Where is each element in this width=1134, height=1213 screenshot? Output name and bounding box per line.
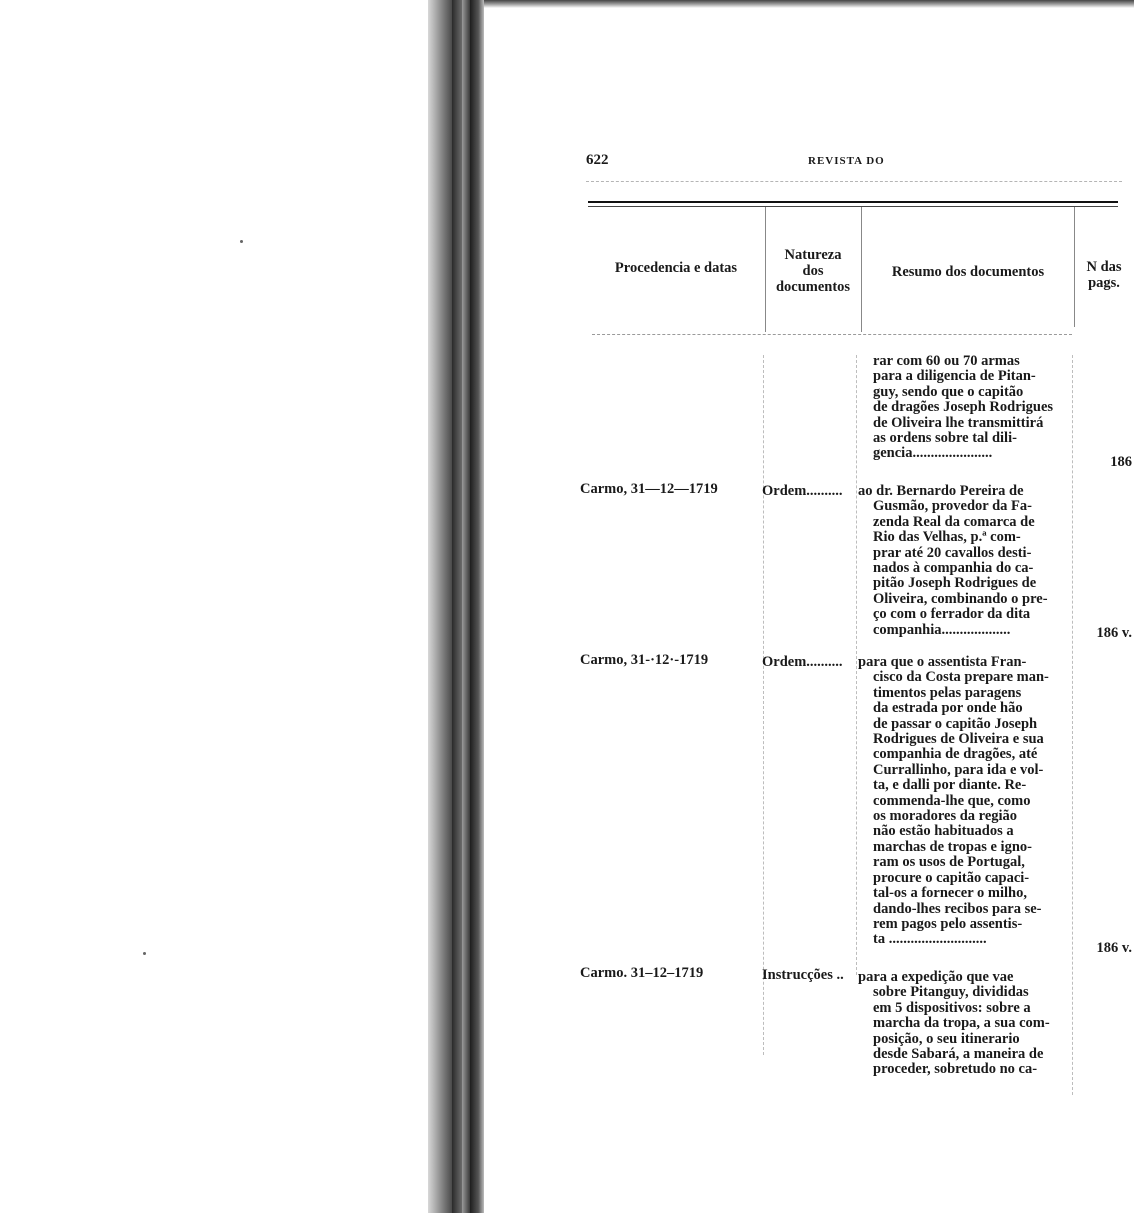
column-divider xyxy=(861,207,862,332)
table-top-rule xyxy=(588,201,1118,203)
running-title: REVISTA DO xyxy=(808,155,885,167)
table-header-rule xyxy=(592,334,1072,335)
row-pages: 186 v. xyxy=(1096,625,1132,641)
column-divider xyxy=(763,355,764,1055)
column-divider xyxy=(1074,207,1075,327)
row-summary: para que o assentista Fran- cisco da Costa prepare man- timentos pelas paragens da estrada por onde hão de passar o capitão Joseph Rodrigues de Oliveira e sua companhia de dragões, até Currallinho, para ida e vol- ta, e dalli por diante. Re- commenda-lhe que, como os moradores da região não estão habituados a marchas de tropas e igno- ram os usos de Portugal, procure o capitão capaci- tal-os a fornecer o milho, dando-lhes recibos para se- rem pagos pelo assentis- ta ........................... xyxy=(858,654,1049,948)
row-pages: 186 xyxy=(1110,454,1132,470)
header-resumo: Resumo dos documentos xyxy=(891,264,1045,280)
row-pages: 186 v. xyxy=(1096,940,1132,956)
header-divider xyxy=(586,181,1122,182)
row-summary: rar com 60 ou 70 armas para a diligencia de Pitan- guy, sendo que o capitão de dragões Joseph Rodrigues de Oliveira lhe transmittirá as ordens sobre tal dili- gencia...................... xyxy=(873,353,1054,462)
row-nature: Ordem.......... xyxy=(762,655,843,670)
header-natureza: Natureza dos documentos xyxy=(775,247,851,295)
row-date: Carmo, 31—12—1719 xyxy=(580,481,718,497)
page-number: 622 xyxy=(586,152,609,168)
scan-speck xyxy=(143,952,146,955)
row-date: Carmo. 31–12–1719 xyxy=(580,965,704,981)
page-top-edge xyxy=(430,0,1134,8)
table-top-rule-thin xyxy=(588,206,1118,207)
row-summary: ao dr. Bernardo Pereira de Gusmão, provedor da Fa- zenda Real da comarca de Rio das Velhas, p.ª com- prar até 20 cavallos desti- nados à companhia do ca- pitão Joseph Rodrigues de Oliveira, combinando o pre- ço com o ferrador da dita companhia................... xyxy=(858,483,1048,638)
row-date: Carmo, 31-·12·-1719 xyxy=(580,652,709,668)
row-nature: Ordem.......... xyxy=(762,484,843,499)
row-summary: para a expedição que vae sobre Pitanguy, divididas em 5 dispositivos: sobre a marcha da tropa, a sua com- posição, o seu itinerario desde Sabará, a maneira de proceder, sobretudo no ca- xyxy=(858,969,1050,1078)
header-paginas: N das pags. xyxy=(1086,259,1122,291)
scan-speck xyxy=(240,240,243,243)
book-gutter xyxy=(428,0,486,1213)
row-nature: Instrucções .. xyxy=(762,968,844,983)
header-procedencia: Procedencia e datas xyxy=(614,260,738,276)
